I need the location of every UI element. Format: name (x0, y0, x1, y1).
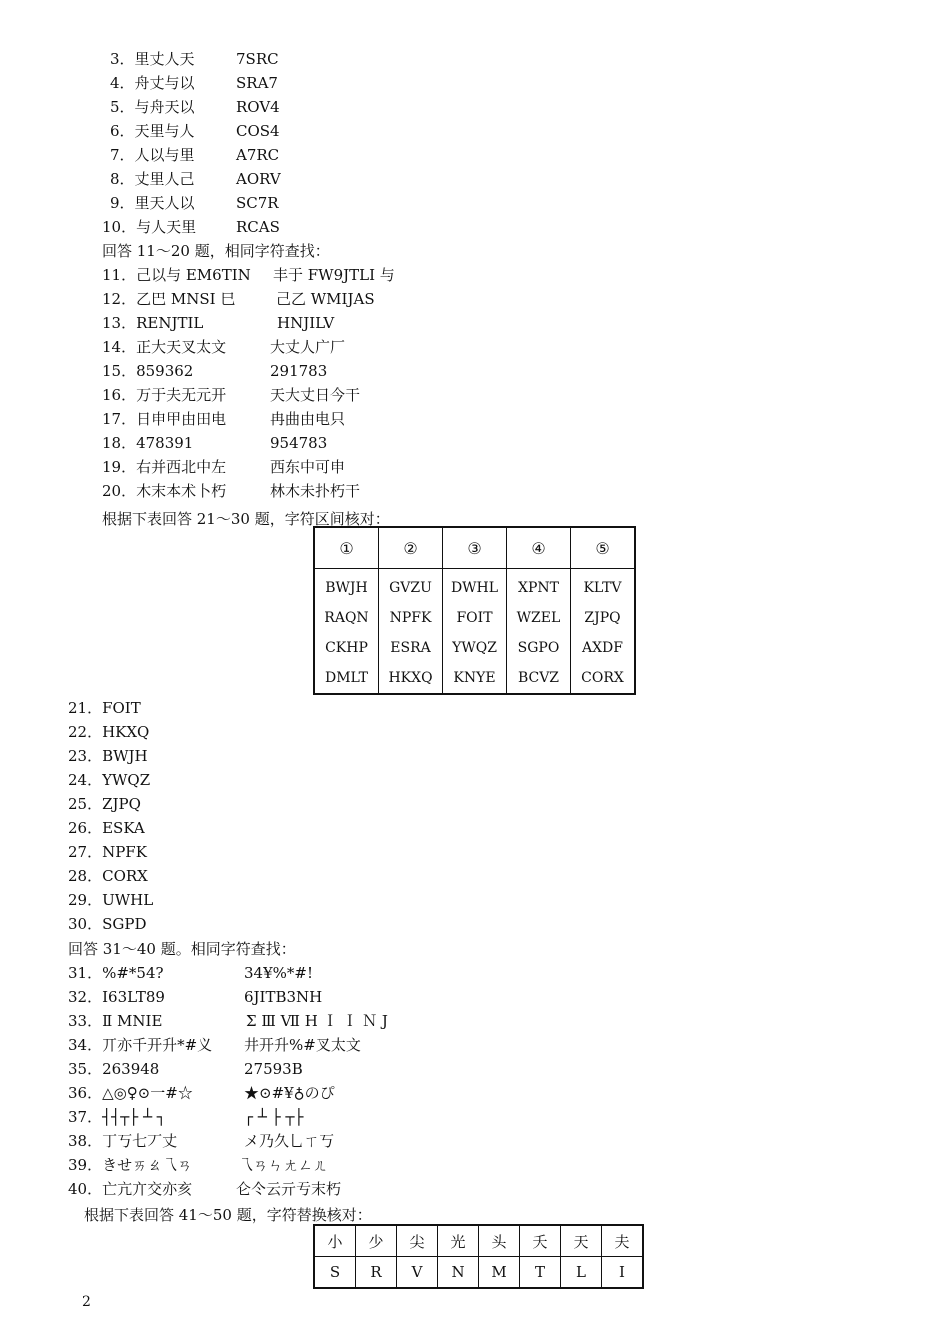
range-code: AXDF (581, 640, 623, 656)
range-header-4: ④ (507, 527, 571, 569)
range-col-5 (571, 569, 636, 695)
sub-char: 头 (479, 1225, 520, 1257)
question-line (110, 143, 710, 167)
question-line (68, 1057, 668, 1081)
question-number: 4． (110, 74, 135, 92)
question-right-text: 仑仒云亓亐末朽 (236, 1180, 342, 1198)
question-right-text: 954783 (270, 434, 328, 452)
question-right-text: 7SRC (236, 50, 279, 68)
question-left-text: 里丈人天 (134, 50, 195, 68)
section-heading: 回答 31～40 题。相同字符查找： (68, 940, 296, 958)
question-line (68, 961, 668, 985)
question-right-text: RCAS (236, 218, 280, 236)
question-right-text: 天大丈日今干 (270, 386, 361, 404)
question-right-text: 井开升%#叉太文 (244, 1036, 361, 1054)
substitution-table (313, 1224, 644, 1289)
range-code: BWJH (325, 580, 368, 596)
question-line (102, 263, 702, 287)
range-code: NPFK (389, 610, 432, 626)
page-number: 2 (82, 1294, 91, 1310)
sub-code: L (561, 1257, 602, 1289)
question-left-text: 天里与人 (134, 122, 195, 140)
question-line (68, 912, 668, 936)
question-left-text: 与人天里 (136, 218, 197, 236)
question-line (110, 119, 710, 143)
range-code: KNYE (453, 670, 496, 686)
question-right-text: SC7R (236, 194, 279, 212)
question-line (102, 335, 702, 359)
question-line (68, 816, 668, 840)
question-number: 8． (110, 170, 135, 188)
question-line (68, 840, 668, 864)
question-left-text: HKXQ (102, 723, 150, 741)
question-line (68, 1105, 668, 1129)
question-number: 15． (102, 362, 137, 380)
question-right-text: 西东中可申 (270, 458, 346, 476)
range-code: KLTV (583, 580, 622, 596)
question-right-text: 林木未扑朽干 (270, 482, 361, 500)
range-code: WZEL (516, 610, 561, 626)
question-left-text: %#*54? (102, 964, 164, 982)
question-left-text: 263948 (102, 1060, 160, 1078)
section-heading: 回答 11～20 题，相同字符查找： (102, 242, 330, 260)
question-left-text: 丌亦千开升*#义 (102, 1036, 213, 1054)
question-line (68, 1081, 668, 1105)
range-code: HKXQ (388, 670, 433, 686)
range-code: CKHP (325, 640, 368, 656)
question-right-text: COS4 (236, 122, 280, 140)
sub-char: 小 (314, 1225, 356, 1257)
question-right-text: ┌ ┴ ├ ┬├ (244, 1108, 304, 1126)
question-left-text: 丁丂七丆丈 (102, 1132, 178, 1150)
sub-table-codes-row (314, 1257, 643, 1289)
sub-code: M (479, 1257, 520, 1289)
sub-code: T (520, 1257, 561, 1289)
question-number: 18． (102, 434, 137, 452)
question-number: 35． (68, 1060, 103, 1078)
question-number: 7． (110, 146, 135, 164)
question-number: 12． (102, 290, 137, 308)
question-left-text: 丈里人己 (134, 170, 195, 188)
question-left-text: 与舟天以 (134, 98, 195, 116)
question-right-text: メ乃久乚ㄒ丂 (244, 1132, 335, 1150)
question-right-text: 己乙 WMIJAS (276, 290, 375, 308)
question-number: 28． (68, 867, 103, 885)
range-code: DMLT (324, 670, 369, 686)
sub-table-chars-row (314, 1225, 643, 1257)
question-left-text: 859362 (136, 362, 194, 380)
question-number: 34． (68, 1036, 103, 1054)
question-line (102, 287, 702, 311)
question-line (68, 1177, 668, 1201)
question-number: 31． (68, 964, 103, 982)
question-line (68, 1033, 668, 1057)
question-left-text: Ⅱ MNIE (102, 1012, 163, 1030)
question-line (102, 311, 702, 335)
sub-code: V (397, 1257, 438, 1289)
question-number: 36． (68, 1084, 103, 1102)
question-line (68, 985, 668, 1009)
question-right-text: ROV4 (236, 98, 280, 116)
range-code: XPNT (518, 580, 559, 596)
range-code: ZJPQ (584, 610, 621, 626)
question-line (110, 191, 710, 215)
question-number: 38． (68, 1132, 103, 1150)
sub-char: 少 (356, 1225, 397, 1257)
question-left-text: UWHL (102, 891, 154, 909)
range-col-2 (379, 569, 443, 695)
question-left-text: 舟丈与以 (134, 74, 195, 92)
question-line (68, 768, 668, 792)
question-left-text: ZJPQ (102, 795, 141, 813)
question-line (68, 1129, 668, 1153)
sub-char: 夭 (520, 1225, 561, 1257)
range-table-body-row (314, 569, 635, 695)
sub-code: N (438, 1257, 479, 1289)
question-line (102, 407, 702, 431)
question-number: 17． (102, 410, 137, 428)
range-table (313, 526, 636, 695)
question-right-text: 丰于 FW9JTLI 与 (273, 266, 395, 284)
question-left-text: 里天人以 (134, 194, 195, 212)
question-right-text: 34¥%*#! (244, 964, 313, 982)
question-line (102, 359, 702, 383)
sub-char: 夫 (602, 1225, 644, 1257)
range-code: DWHL (450, 580, 499, 596)
question-number: 40． (68, 1180, 103, 1198)
range-code: YWQZ (452, 640, 497, 656)
question-left-text: 正大天叉太文 (136, 338, 227, 356)
question-line (102, 479, 702, 503)
question-left-text: 日申甲由田电 (136, 410, 227, 428)
question-number: 3． (110, 50, 135, 68)
question-left-text: ┤┤┬├ ┴ ┐ (102, 1108, 166, 1126)
sub-code: R (356, 1257, 397, 1289)
question-number: 13． (102, 314, 137, 332)
question-number: 32． (68, 988, 103, 1006)
question-line (110, 47, 710, 71)
question-left-text: FOIT (102, 699, 141, 717)
section-heading: 根据下表回答 41～50 题，字符替换核对： (84, 1206, 372, 1224)
question-right-text: Σ Ⅲ Ⅶ H Ｉ Ｉ Ｎ J (246, 1012, 388, 1030)
range-header-5: ⑤ (571, 527, 636, 569)
question-line (68, 1153, 668, 1177)
question-number: 33． (68, 1012, 103, 1030)
range-col-3 (443, 569, 507, 695)
question-left-text: 万于夫无元开 (136, 386, 227, 404)
question-line (68, 864, 668, 888)
question-left-text: 人以与里 (134, 146, 195, 164)
question-line (102, 455, 702, 479)
question-number: 20． (102, 482, 137, 500)
question-line (110, 95, 710, 119)
sub-code: S (314, 1257, 356, 1289)
sub-code: I (602, 1257, 644, 1289)
sub-char: 光 (438, 1225, 479, 1257)
question-right-text: 27593B (244, 1060, 303, 1078)
section-heading: 根据下表回答 21～30 题，字符区间核对： (102, 510, 390, 528)
sub-char: 尖 (397, 1225, 438, 1257)
question-line (102, 431, 702, 455)
range-code: BCVZ (517, 670, 560, 686)
question-left-text: 木末本术卜朽 (136, 482, 227, 500)
question-number: 22． (68, 723, 103, 741)
question-line (68, 888, 668, 912)
question-number: 6． (110, 122, 135, 140)
question-number: 23． (68, 747, 103, 765)
question-right-text: 大丈人广厂 (270, 338, 346, 356)
question-left-text: 右并西北中左 (136, 458, 227, 476)
question-left-text: 乙巴 MNSI 巳 (136, 290, 236, 308)
question-left-text: △◎♀⊙一#☆ (102, 1084, 193, 1102)
question-right-text: ★⊙#¥♁のぴ (244, 1084, 335, 1102)
question-line (110, 71, 710, 95)
question-line (68, 696, 668, 720)
question-line (102, 215, 702, 239)
question-number: 27． (68, 843, 103, 861)
question-right-text: SRA7 (236, 74, 278, 92)
question-left-text: I63LT89 (102, 988, 165, 1006)
range-header-1: ① (314, 527, 379, 569)
question-left-text: BWJH (102, 747, 148, 765)
question-number: 11． (102, 266, 137, 284)
range-table-header-row (314, 527, 635, 569)
question-number: 21． (68, 699, 103, 717)
question-left-text: NPFK (102, 843, 147, 861)
question-left-text: 亡亢亣交亦亥 (102, 1180, 193, 1198)
question-number: 14． (102, 338, 137, 356)
question-left-text: CORX (102, 867, 148, 885)
range-code: CORX (581, 670, 624, 686)
question-left-text: SGPD (102, 915, 147, 933)
question-right-text: 乁ㄢㄣㄤㄥㄦ (238, 1156, 329, 1174)
question-number: 19． (102, 458, 137, 476)
question-right-text: 6JITB3NH (244, 988, 323, 1006)
range-code: FOIT (456, 610, 493, 626)
question-right-text: A7RC (236, 146, 280, 164)
question-line (68, 792, 668, 816)
question-left-text: RENJTIL (136, 314, 204, 332)
question-line (110, 167, 710, 191)
question-number: 9． (110, 194, 135, 212)
question-line (68, 720, 668, 744)
question-number: 25． (68, 795, 103, 813)
question-number: 30． (68, 915, 103, 933)
range-header-3: ③ (443, 527, 507, 569)
question-line (102, 383, 702, 407)
question-number: 24． (68, 771, 103, 789)
range-code: GVZU (389, 580, 432, 596)
question-right-text: HNJILV (277, 314, 335, 332)
question-number: 26． (68, 819, 103, 837)
question-left-text: 478391 (136, 434, 194, 452)
question-right-text: 冉曲由电只 (270, 410, 346, 428)
range-code: SGPO (517, 640, 560, 656)
question-number: 39． (68, 1156, 103, 1174)
question-line (68, 744, 668, 768)
question-number: 10． (102, 218, 137, 236)
question-left-text: YWQZ (102, 771, 151, 789)
question-left-text: 己以与 EM6TIN (136, 266, 251, 284)
range-col-1 (314, 569, 379, 695)
question-number: 16． (102, 386, 137, 404)
question-number: 29． (68, 891, 103, 909)
sub-char: 天 (561, 1225, 602, 1257)
question-number: 5． (110, 98, 135, 116)
question-right-text: 291783 (270, 362, 328, 380)
question-number: 37． (68, 1108, 103, 1126)
range-col-4 (507, 569, 571, 695)
range-code: ESRA (390, 640, 431, 656)
question-line (68, 1009, 668, 1033)
range-header-2: ② (379, 527, 443, 569)
question-left-text: ESKA (102, 819, 145, 837)
question-left-text: きせㄞㄠ乁ㄢ (102, 1156, 193, 1174)
range-code: RAQN (324, 610, 369, 626)
question-right-text: AORV (236, 170, 281, 188)
